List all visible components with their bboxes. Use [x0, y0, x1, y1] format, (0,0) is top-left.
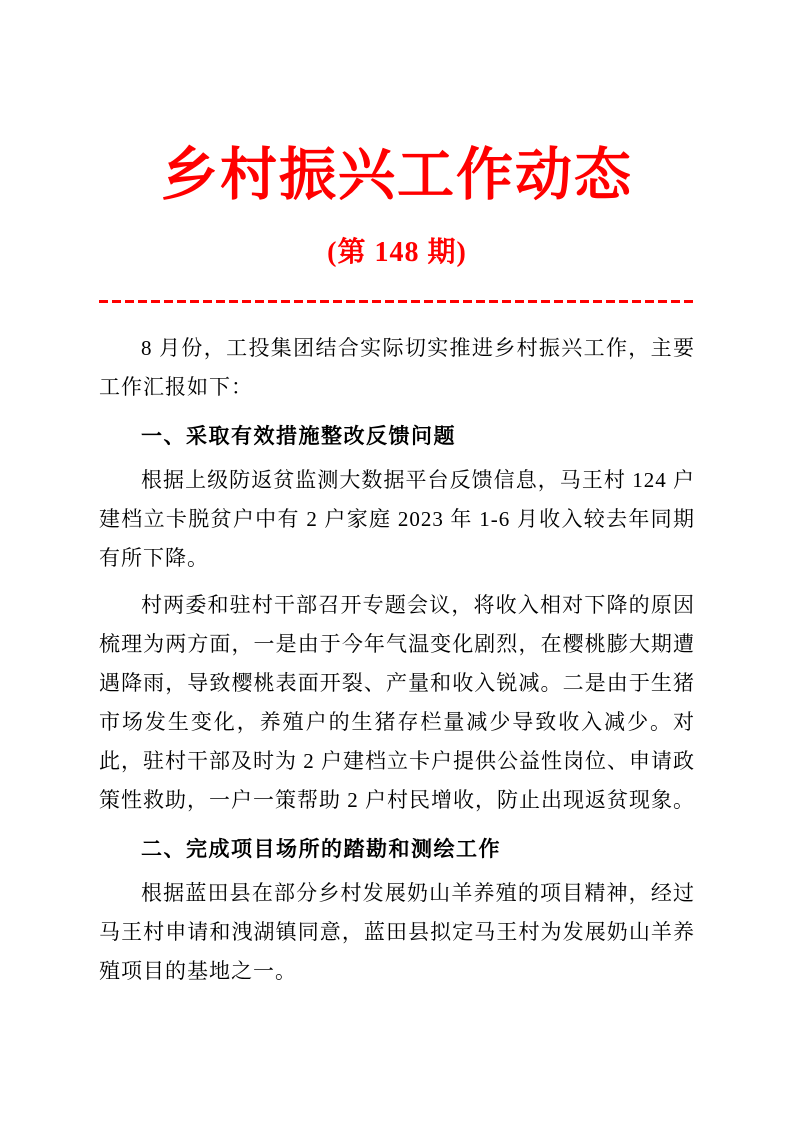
section-1-paragraph-2: 村两委和驻村干部召开专题会议，将收入相对下降的原因梳理为两方面，一是由于今年气温变化剧烈，在樱桃膨大期遭遇降雨，导致樱桃表面开裂、产量和收入锐减。二是由于生猪市场发生变化，养殖户的生猪存栏量减少导致收入减少。对此，驻村干部及时为 2 户建档立卡户提供公益性岗位、申请政策性救助，一户一策帮助 2 户村民增收，防止出现返贫现象。	[99, 593, 695, 812]
section-2-paragraph-1: 根据蓝田县在部分乡村发展奶山羊养殖的项目精神，经过马王村申请和洩湖镇同意，蓝田县拟定马王村为发展奶山羊养殖项目的基地之一。	[99, 881, 695, 983]
issue-number: (第 148 期)	[327, 237, 467, 268]
intro-paragraph: 8 月份，工投集团结合实际切实推进乡村振兴工作，主要工作汇报如下：	[99, 336, 695, 399]
document-title: 乡村振兴工作动态	[161, 144, 633, 207]
section-2-heading: 二、完成项目场所的踏勘和测绘工作	[141, 838, 501, 861]
section-1-heading: 一、采取有效措施整改反馈问题	[141, 425, 456, 448]
dashed-divider	[99, 300, 695, 303]
section-1-paragraph-1: 根据上级防返贫监测大数据平台反馈信息，马王村 124 户建档立卡脱贫户中有 2 户家庭 2023 年 1-6 月收入较去年同期有所下降。	[99, 468, 695, 570]
